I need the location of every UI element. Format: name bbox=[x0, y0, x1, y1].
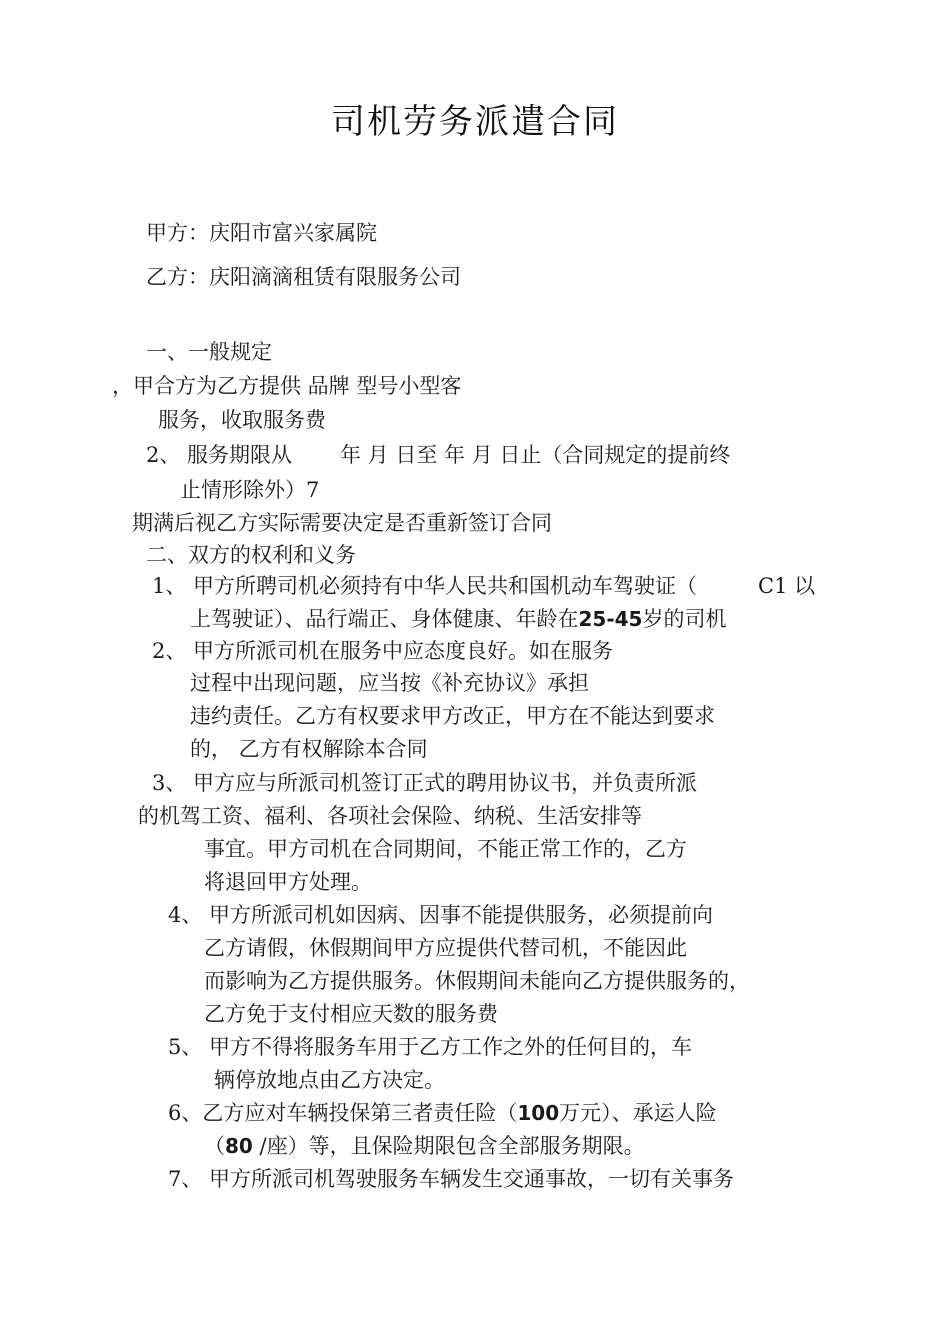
right-6-line-2 bbox=[204, 1133, 645, 1159]
clause-2-line-2: 止情形除外）7 bbox=[180, 478, 320, 502]
right-4-line-1: 4、 甲方所派司机如因病、因事不能提供服务，必须提前向 bbox=[168, 903, 714, 927]
right-6-line-1-a: 6、乙方应对车辆投保第三者责任险（ bbox=[168, 1101, 518, 1125]
right-1-line-1: 1、 甲方所聘司机必须持有中华人民共和国机动车驾驶证（ bbox=[152, 574, 698, 598]
clause-1-line-1: ，甲合方为乙方提供 品牌 型号小型客 bbox=[112, 374, 462, 398]
clause-2-line-1-start: 2、 服务期限从 bbox=[146, 443, 293, 467]
clause-2-line-1-dates: 年 月 日至 年 月 日止（合同规定的提前终 bbox=[340, 443, 731, 467]
right-6-seat-amount: 80 bbox=[225, 1134, 253, 1158]
party-b-line: 乙方：庆阳滴滴租赁有限服务公司 bbox=[146, 265, 461, 289]
right-4-line-3: 而影响为乙方提供服务。休假期间未能向乙方提供服务的， bbox=[204, 969, 750, 993]
right-6-liability-amount: 100 bbox=[517, 1101, 560, 1125]
right-2-line-1: 2、 甲方所派司机在服务中应态度良好。如在服务 bbox=[152, 639, 614, 663]
clause-1-line-2: 服务，收取服务费 bbox=[158, 408, 326, 432]
right-3-line-1: 3、 甲方应与所派司机签订正式的聘用协议书，并负责所派 bbox=[152, 771, 698, 795]
right-2-line-2: 过程中出现问题，应当按《补充协议》承担 bbox=[190, 671, 589, 695]
right-5-line-2: 辆停放地点由乙方决定。 bbox=[214, 1068, 445, 1092]
party-a-line: 甲方：庆阳市富兴家属院 bbox=[146, 221, 377, 245]
right-4-line-2: 乙方请假，休假期间甲方应提供代替司机，不能因此 bbox=[204, 936, 687, 960]
right-1-line-2 bbox=[190, 606, 726, 632]
right-1-line-2-b: 岁的司机 bbox=[642, 607, 727, 631]
section-1-heading: 一、一般规定 bbox=[146, 340, 272, 364]
right-1-age-range: 25-45 bbox=[578, 607, 643, 631]
right-1-line-1-end: C1 以 bbox=[758, 574, 816, 598]
clause-3-line-1: 期满后视乙方实际需要决定是否重新签订合同 bbox=[132, 511, 552, 535]
right-3-line-3: 事宜。甲方司机在合同期间，不能正常工作的，乙方 bbox=[204, 837, 687, 861]
right-3-line-4: 将退回甲方处理。 bbox=[204, 870, 372, 894]
section-2-heading: 二、双方的权利和义务 bbox=[146, 543, 356, 567]
right-1-line-2-a: 上驾驶证）、品行端正、身体健康、年龄在 bbox=[190, 607, 579, 631]
right-7-line-1: 7、 甲方所派司机驾驶服务车辆发生交通事故，一切有关事务 bbox=[168, 1167, 735, 1191]
right-6-line-2-a: （ bbox=[204, 1134, 225, 1158]
right-2-line-3: 违约责任。乙方有权要求甲方改正，甲方在不能达到要求 bbox=[190, 704, 715, 728]
right-6-line-1-b: 万元）、承运人险 bbox=[559, 1101, 717, 1125]
document-title: 司机劳务派遣合同 bbox=[331, 102, 619, 142]
right-3-line-2: 的机驾工资、福利、各项社会保险、纳税、生活安排等 bbox=[138, 804, 642, 828]
right-2-line-4: 的， 乙方有权解除本合同 bbox=[190, 737, 428, 761]
right-5-line-1: 5、 甲方不得将服务车用于乙方工作之外的任何目的，车 bbox=[168, 1035, 693, 1059]
right-6-line-2-b: /座）等，且保险期限包含全部服务期限。 bbox=[252, 1134, 645, 1158]
right-4-line-4: 乙方免于支付相应天数的服务费 bbox=[204, 1002, 498, 1026]
right-6-line-1 bbox=[168, 1100, 717, 1126]
